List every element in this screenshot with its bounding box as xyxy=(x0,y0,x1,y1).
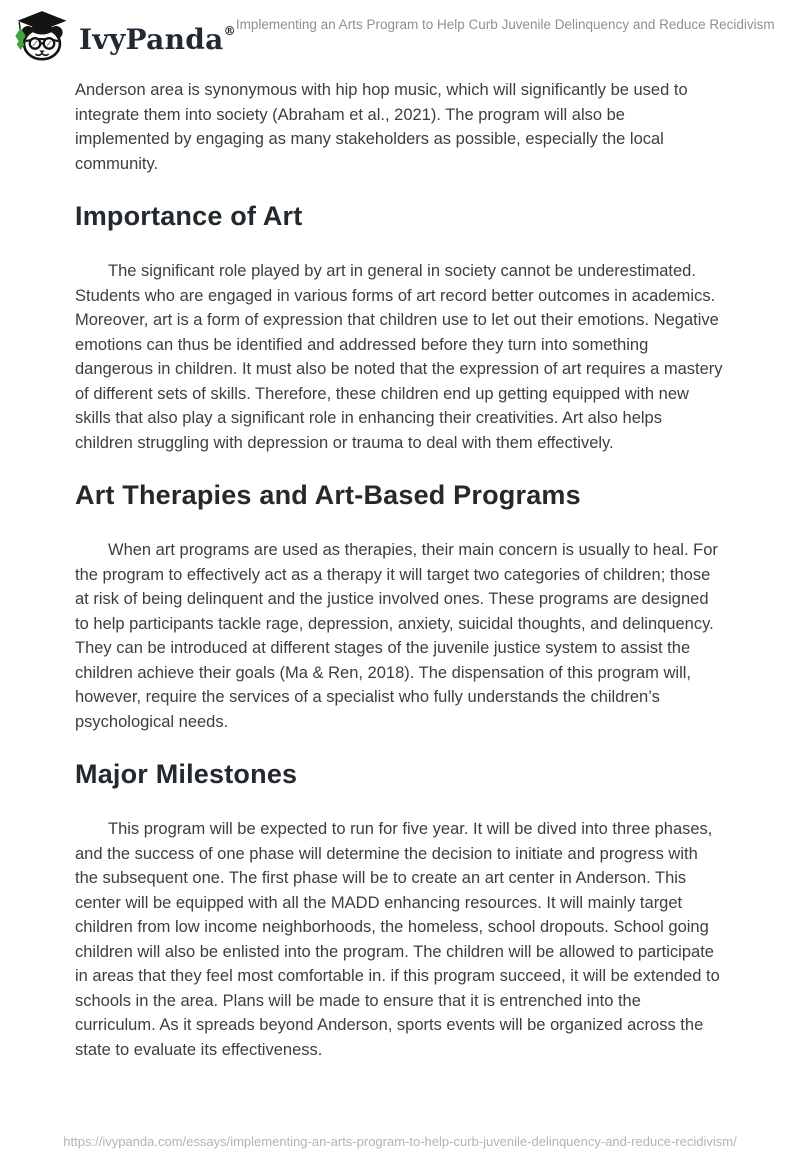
paragraph-importance-of-art: The significant role played by art in general in society cannot be underestimated. Students who are engaged in various forms of art record better outcomes in academics. Moreover, art is a form of expression that children use to let out their emotions. Negative emotions can thus be identified and addressed before they turn into something dangerous in children. It must also be noted that the expression of art requires a mastery of different sets of skills. Therefore, these children end up getting equipped with new skills that also play a significant role in enhancing their creativities. Art also helps children struggling with depression or trauma to deal with them effectively. xyxy=(75,262,723,452)
paragraph-art-therapies: When art programs are used as therapies, their main concern is usually to heal. For the program to effectively act as a therapy it will target two categories of children; those at risk of being delinquent and the justice involved ones. These programs are designed to help participants tackle rage, depression, anxiety, suicidal thoughts, and delinquency. They can be introduced at different stages of the juvenile justice system to assist the children achieve their goals (Ma & Ren, 2018). The dispensation of this program will, however, require the services of a specialist who fully understands the children’s psychological needs. xyxy=(75,541,718,731)
source-url: https://ivypanda.com/essays/implementing-an-arts-program-to-help-curb-juvenile-delinquency-and-reduce-recidivism/ xyxy=(63,1134,737,1149)
section-heading-art-therapies: Art Therapies and Art-Based Programs xyxy=(75,480,581,510)
ivypanda-logo-icon xyxy=(14,9,70,63)
essay-content xyxy=(0,66,800,1062)
paragraph-major-milestones: This program will be expected to run for five year. It will be dived into three phases, and the success of one phase will determine the decision to initiate and progress with the subsequent one. The first phase will be to create an art center in Anderson. This center will be equipped with all the MADD enhancing resources. It will mainly target children from low income neighborhoods, the homeless, school dropouts. School going children will also be enlisted into the program. The children will be allowed to participate in areas that they feel most comfortable in. if this program succeed, it will be extended to schools in the area. Plans will be made to ensure that it is entrenched into the curriculum. As it spreads beyond Anderson, sports events will be organized across the state to evaluate its effectiveness. xyxy=(75,820,720,1059)
paragraph-intro: Anderson area is synonymous with hip hop music, which will significantly be used to integrate them into society (Abraham et al., 2021). The program will also be implemented by engaging as many stakeholders as possible, especially the local community. xyxy=(75,81,688,173)
page-header xyxy=(0,0,800,66)
section-heading-importance-of-art: Importance of Art xyxy=(75,201,303,231)
brand-name-text: IvyPanda xyxy=(79,23,224,56)
brand xyxy=(14,4,236,67)
registered-mark: ® xyxy=(223,24,236,38)
section-heading-major-milestones: Major Milestones xyxy=(75,759,298,789)
brand-name xyxy=(79,4,236,67)
document-title: Implementing an Arts Program to Help Curb Juvenile Delinquency and Reduce Recidivism xyxy=(235,17,775,32)
page-footer xyxy=(0,1134,800,1149)
